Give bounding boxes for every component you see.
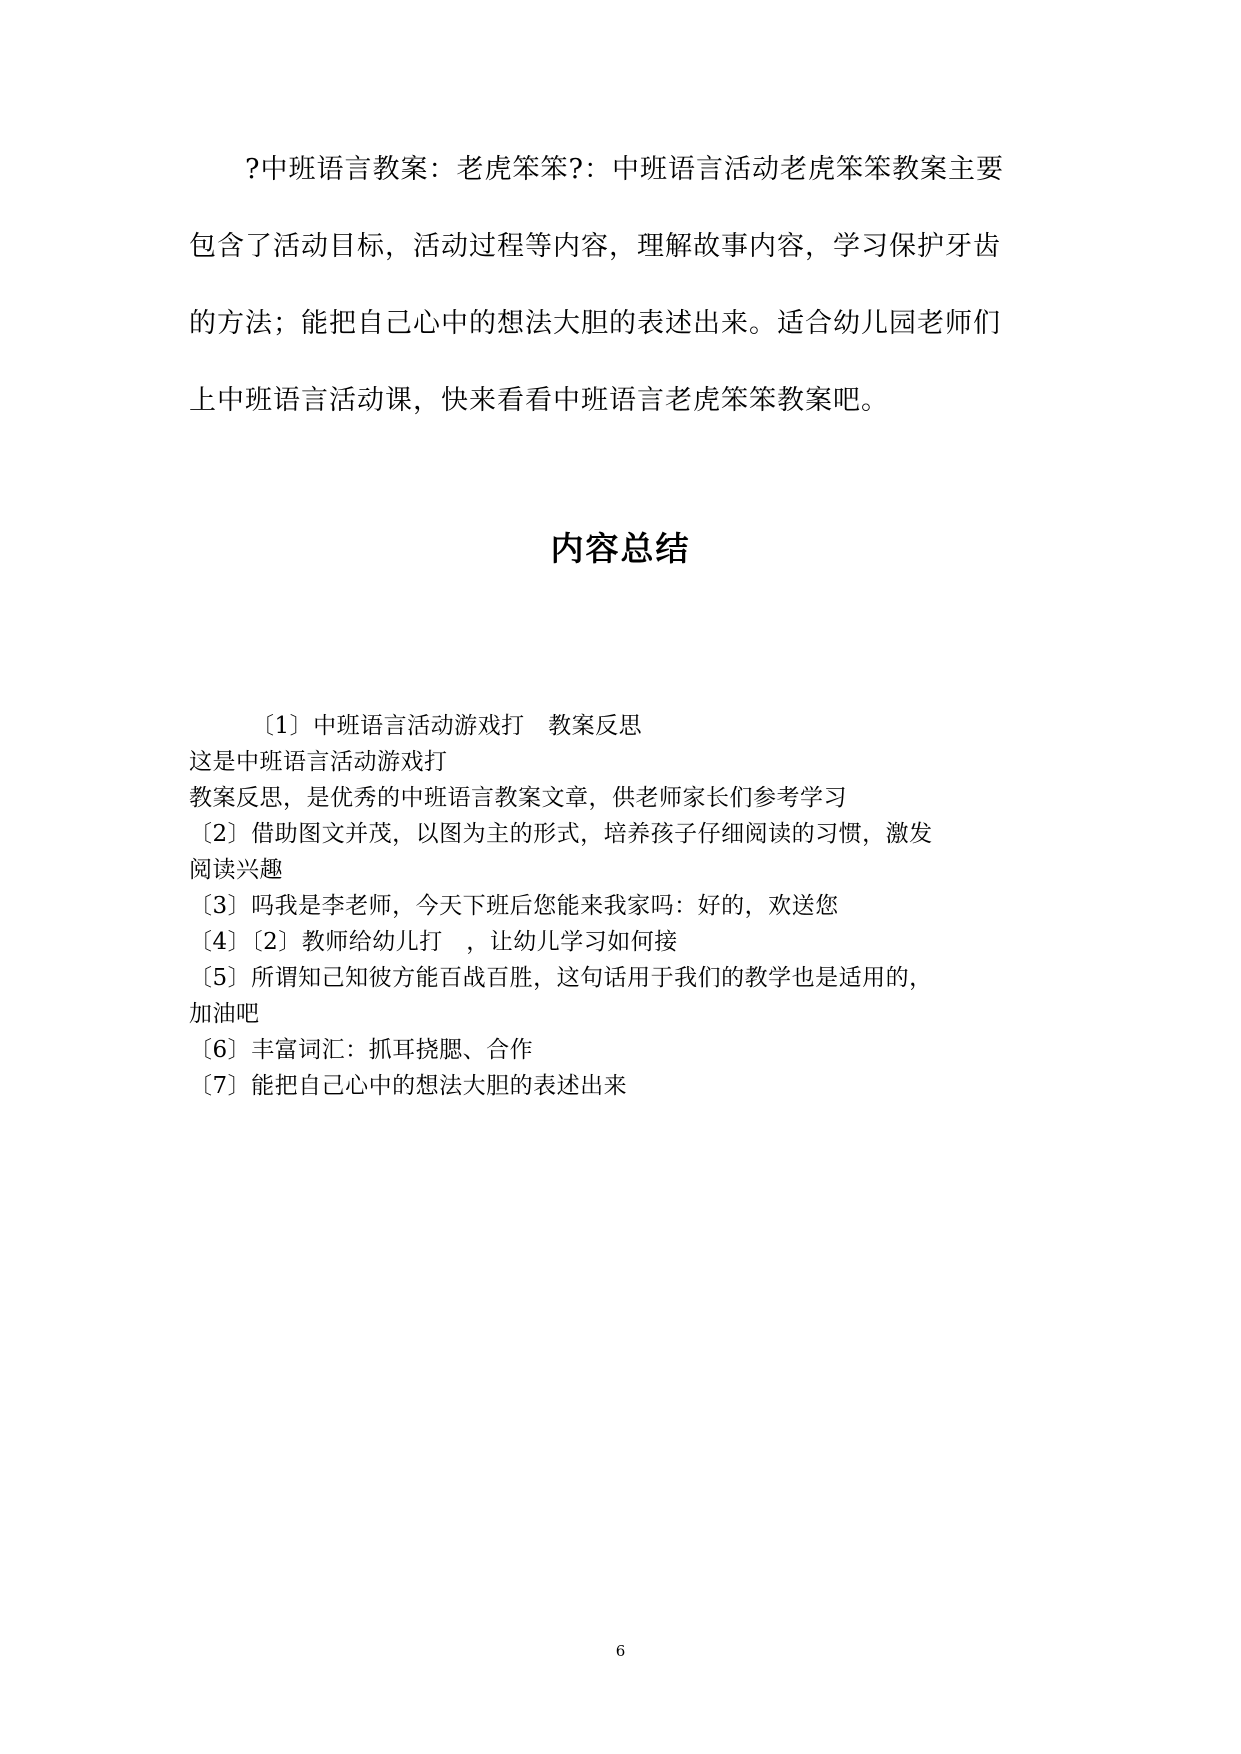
summary-item: 〔1〕中班语言活动游戏打 教案反思	[251, 713, 643, 739]
summary-item: 加油吧	[189, 1001, 260, 1027]
summary-item: 〔2〕借助图文并茂，以图为主的形式，培养孩子仔细阅读的习惯，激发	[189, 821, 933, 847]
summary-item: 〔6〕丰富词汇：抓耳挠腮、合作	[189, 1037, 534, 1063]
page-number: 6	[615, 1642, 626, 1660]
summary-item: 〔3〕吗我是李老师，今天下班后您能来我家吗：好的，欢送您	[189, 893, 839, 919]
intro-paragraph-line: ?中班语言教案：老虎笨笨?：中班语言活动老虎笨笨教案主要	[245, 154, 1004, 185]
summary-item: 〔5〕所谓知己知彼方能百战百胜，这句话用于我们的教学也是适用的，	[189, 965, 933, 991]
summary-item: 阅读兴趣	[189, 857, 283, 883]
summary-item: 〔7〕能把自己心中的想法大胆的表述出来	[189, 1073, 628, 1099]
summary-item: 这是中班语言活动游戏打	[189, 749, 448, 775]
summary-list	[189, 708, 1069, 1104]
section-title: 内容总结	[550, 529, 691, 568]
summary-item: 〔4〕〔2〕教师给幼儿打 ，让幼儿学习如何接	[189, 929, 678, 955]
summary-item: 教案反思，是优秀的中班语言教案文章，供老师家长们参考学习	[189, 785, 847, 811]
intro-paragraph-line: 包含了活动目标，活动过程等内容，理解故事内容，学习保护牙齿	[189, 231, 1001, 262]
intro-paragraph-line: 的方法；能把自己心中的想法大胆的表述出来。适合幼儿园老师们	[189, 308, 1001, 339]
intro-paragraph-line: 上中班语言活动课，快来看看中班语言老虎笨笨教案吧。	[189, 385, 889, 416]
